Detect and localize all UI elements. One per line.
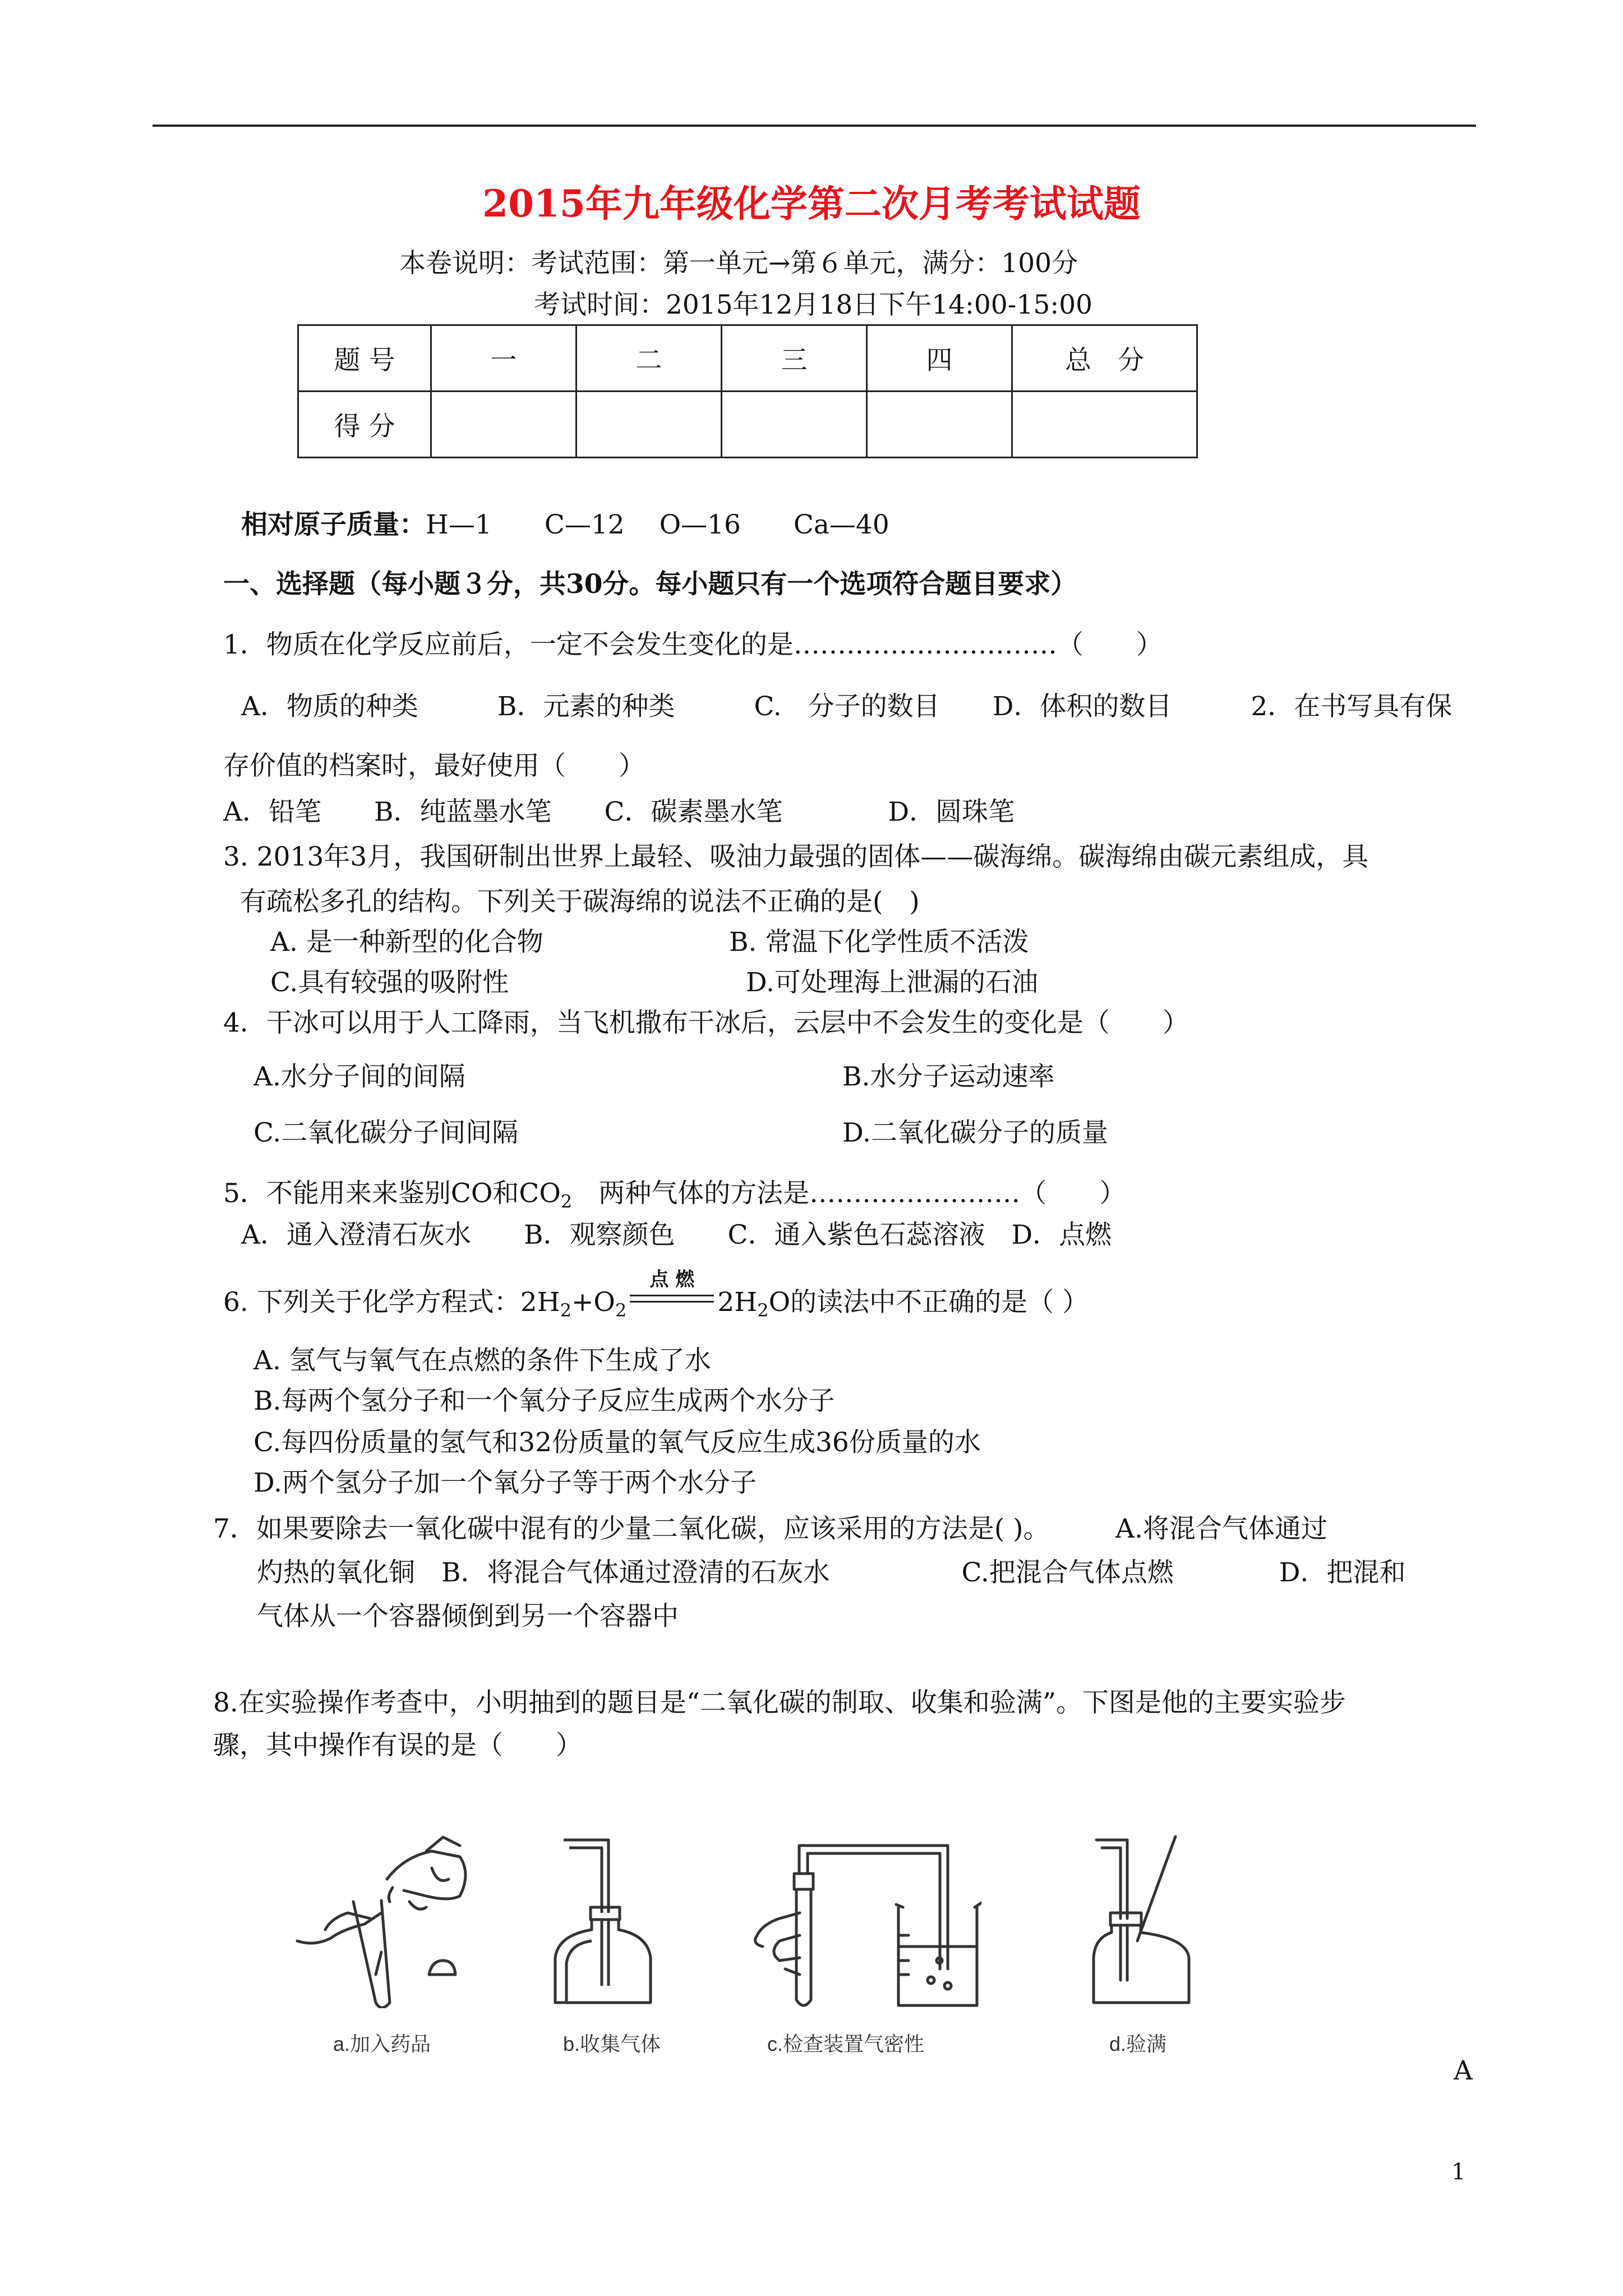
caption-d: d.验满 <box>1109 2032 1167 2055</box>
q6-option-a: A. 氢气与氧气在点燃的条件下生成了水 <box>253 1345 711 1376</box>
q3-option-b: B. 常温下化学性质不活泼 <box>729 927 1029 958</box>
score-cell[interactable] <box>867 392 1012 458</box>
q5-stem-text: 5．不能用来来鉴别CO和CO <box>223 1178 561 1209</box>
table-cell: 一 <box>431 325 577 392</box>
q6-plus: +O <box>571 1287 615 1318</box>
page-title: 2015年九年级化学第二次月考考试试题 <box>482 182 1141 226</box>
figure-check-airtightness <box>746 1834 981 2014</box>
q6-subscript: 2 <box>560 1300 572 1321</box>
scope-line: 本卷说明：考试范围：第一单元→第６单元，满分：100分 <box>399 248 1078 279</box>
q3-option-d: D.可处理海上泄漏的石油 <box>746 967 1038 998</box>
caption-c: c.检查装置气密性 <box>767 2032 925 2055</box>
q1-options: A．物质的种类 B．元素的种类 C. 分子的数目 D．体积的数目 2．在书写具有保 <box>241 691 1453 722</box>
header-rule <box>153 125 1476 127</box>
q7-line-3: 气体从一个容器倾倒到另一个容器中 <box>257 1601 679 1632</box>
q8-line-1: 8.在实验操作考查中，小明抽到的题目是“二氧化碳的制取、收集和验满”。下图是他的主要实验步 <box>213 1687 1346 1718</box>
q6-subscript: 2 <box>615 1300 627 1321</box>
section-heading: 一、选择题（每小题３分，共30分。每小题只有一个选项符合题目要求） <box>223 569 1077 600</box>
q4-option-b: B.水分子运动速率 <box>842 1061 1055 1092</box>
q6-option-c: C.每四份质量的氢气和32份质量的氧气反应生成36份质量的水 <box>253 1427 981 1458</box>
q7-line-2: 灼热的氧化铜 B．将混合气体通过澄清的石灰水 C.把混合气体点燃 D．把混和 <box>257 1557 1406 1588</box>
atomic-mass-values: H—1 C—12 O—16 Ca—40 <box>426 509 889 540</box>
table-cell: 得 分 <box>298 392 431 458</box>
figure-collect-gas <box>547 1834 659 2014</box>
q6-subscript: 2 <box>757 1300 769 1321</box>
condition-label: 点 燃 <box>649 1268 695 1291</box>
atomic-mass-label: 相对原子质量： <box>241 509 426 540</box>
table-row <box>298 325 1197 392</box>
q7-line-1: 7．如果要除去一氧化碳中混有的少量二氧化碳，应该采用的方法是( )。 A.将混合气体通过 <box>213 1513 1327 1544</box>
q3-stem-1: 3. 2013年3月，我国研制出世界上最轻、吸油力最强的固体——碳海绵。碳海绵由碳元素组成，具 <box>223 841 1369 872</box>
q5-stem-tail: 两种气体的方法是……………………（ ） <box>572 1178 1126 1209</box>
table-cell: 二 <box>577 325 722 392</box>
q6-stem-tail: O的读法中不正确的是（ ） <box>768 1287 1089 1318</box>
q4-option-d: D.二氧化碳分子的质量 <box>842 1117 1108 1148</box>
equals-sign <box>630 1295 714 1303</box>
score-cell[interactable] <box>1012 392 1197 458</box>
caption-a: a.加入药品 <box>333 2032 431 2055</box>
score-cell[interactable] <box>722 392 867 458</box>
table-cell: 四 <box>867 325 1012 392</box>
table-cell: 总 分 <box>1012 325 1197 392</box>
q8-line-2: 骤，其中操作有误的是（ ） <box>213 1730 582 1761</box>
q2-stem: 存价值的档案时，最好使用（ ） <box>223 751 645 781</box>
q4-stem: 4．干冰可以用于人工降雨，当飞机撒布干冰后，云层中不会发生的变化是（ ） <box>223 1007 1189 1038</box>
answer-mark: A <box>1454 2055 1473 2086</box>
q6-product: 2H <box>717 1287 758 1318</box>
score-cell[interactable] <box>577 392 722 458</box>
figure-check-full <box>1088 1834 1200 2014</box>
q3-option-a: A. 是一种新型的化合物 <box>270 927 543 958</box>
q4-option-a: A.水分子间的间隔 <box>253 1061 465 1092</box>
time-line: 考试时间：2015年12月18日下午14:00-15:00 <box>534 289 1092 320</box>
q2-options: A．铅笔 B．纯蓝墨水笔 C．碳素墨水笔 D．圆珠笔 <box>223 797 1015 827</box>
caption-b: b.收集气体 <box>563 2032 661 2055</box>
table-cell: 题 号 <box>298 325 431 392</box>
q3-stem-2: 有疏松多孔的结构。下列关于碳海绵的说法不正确的是( ) <box>240 886 920 917</box>
q6-option-d: D.两个氢分子加一个氧分子等于两个水分子 <box>253 1467 757 1498</box>
q6-stem <box>223 1268 1089 1321</box>
page-number: 1 <box>1451 2159 1466 2185</box>
q6-option-b: B.每两个氢分子和一个氧分子反应生成两个水分子 <box>253 1386 835 1416</box>
table-cell: 三 <box>722 325 867 392</box>
q3-option-c: C.具有较强的吸附性 <box>270 967 509 998</box>
score-table <box>297 324 1198 458</box>
equation-condition <box>630 1268 714 1315</box>
q4-option-c: C.二氧化碳分子间间隔 <box>253 1117 519 1148</box>
q6-stem-text: 6. 下列关于化学方程式：2H <box>223 1287 560 1318</box>
atomic-mass <box>241 509 889 540</box>
q5-stem <box>223 1180 1126 1211</box>
q5-options: A．通入澄清石灰水 B．观察颜色 C．通入紫色石蕊溶液 D．点燃 <box>241 1220 1112 1250</box>
q5-subscript: 2 <box>560 1191 573 1212</box>
table-row <box>298 392 1197 458</box>
q1-stem: 1．物质在化学反应前后，一定不会发生变化的是…………………………（ ） <box>223 629 1163 660</box>
score-cell[interactable] <box>431 392 577 458</box>
figure-add-reagent <box>292 1834 494 2008</box>
